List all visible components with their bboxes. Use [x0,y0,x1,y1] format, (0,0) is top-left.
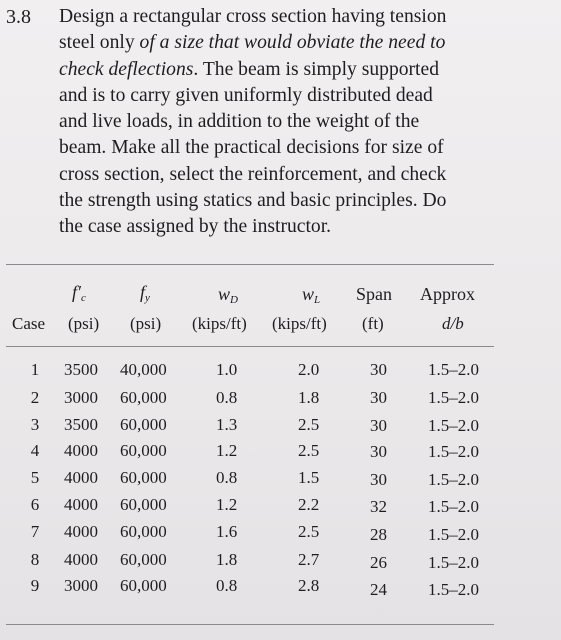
header-fy-unit: (psi) [130,314,162,333]
table-row [6,360,506,388]
cell-case: 6 [30,495,40,514]
table-row [6,550,506,578]
cell-fy: 60,000 [120,415,167,434]
cell-span: 30 [370,360,387,379]
cell-wd: 1.6 [216,522,238,541]
cell-fc: 3000 [64,576,98,595]
problem-line: cross section, select the reinforcement, and check [59,163,447,185]
cell-case: 8 [30,550,40,569]
cell-db: 1.5–2.0 [428,416,479,435]
cell-case: 9 [30,576,40,595]
cell-db: 1.5–2.0 [428,442,479,461]
header-wl-symbol: $w_L$ [302,284,321,306]
cell-fy: 60,000 [120,468,167,487]
cell-db: 1.5–2.0 [428,360,479,379]
table-row [6,495,506,523]
cell-wl: 2.5 [298,441,320,460]
cell-fy: 60,000 [120,495,167,514]
table-row [6,576,506,604]
cell-wl: 2.0 [298,360,320,379]
problem-statement [59,4,547,241]
table-row [6,468,506,496]
table-row [6,441,506,469]
cell-span: 30 [370,416,387,435]
cell-fc: 4000 [64,550,98,569]
cell-span: 28 [370,525,387,544]
cell-wd: 0.8 [216,388,238,407]
cell-fc: 4000 [64,522,98,541]
cell-wl: 2.8 [298,576,320,595]
header-fc-unit: (psi) [68,314,100,333]
table-row [6,415,506,443]
cell-fy: 60,000 [120,441,167,460]
cell-fy: 60,000 [120,576,167,595]
cell-case: 4 [30,441,40,460]
cell-span: 26 [370,553,387,572]
cell-db: 1.5–2.0 [428,580,479,599]
cell-wd: 1.2 [216,441,238,460]
problem-line: and live loads, in addition to the weight of the [59,111,420,133]
cell-wd: 0.8 [216,468,238,487]
cell-fy: 60,000 [120,388,167,407]
cell-wd: 1.2 [216,495,238,514]
header-wd-symbol: $w_D$ [218,284,238,306]
cell-case: 3 [30,415,40,434]
header-db-unit: d/b [442,314,464,333]
cell-wl: 2.5 [298,522,320,541]
cell-fc: 3000 [64,388,98,407]
problem-line: and is to carry given uniformly distributed dead [59,84,433,106]
problem-line: Design a rectangular cross section having tension [59,6,447,27]
cell-wd: 1.3 [216,415,238,434]
cell-db: 1.5–2.0 [428,388,479,407]
table-header-rule [6,346,494,347]
cell-case: 2 [30,388,40,407]
header-fc-symbol: $f'_c$ [72,282,86,304]
problem-line: the case assigned by the instructor. [59,216,332,238]
problem-line: beam. Make all the practical decisions for size of [59,137,444,159]
problem-line: the strength using statics and basic principles. Do [59,190,447,212]
table-bottom-rule [6,624,494,625]
header-case: Case [12,314,46,333]
cell-span: 24 [370,580,387,599]
cell-span: 32 [370,497,387,516]
table-row [6,522,506,550]
cell-wl: 1.5 [298,468,320,487]
cell-fy: 60,000 [120,550,167,569]
cell-span: 30 [370,388,387,407]
problem-line: steel only of a size that would obviate the need to [59,32,446,54]
header-approx-label: Approx [420,284,475,304]
header-wd-unit: (kips/ft) [192,314,247,333]
cell-wl: 2.2 [298,495,320,514]
cell-wl: 2.5 [298,415,320,434]
cell-fc: 3500 [64,360,98,379]
table-top-rule [6,264,494,265]
cell-wd: 0.8 [216,576,238,595]
cell-case: 1 [30,360,40,379]
cell-fy: 60,000 [120,522,167,541]
problem-line: check deflections. The beam is simply supported [59,58,439,80]
cell-fc: 4000 [64,495,98,514]
cell-wl: 1.8 [298,388,320,407]
table-row [6,388,506,416]
cell-db: 1.5–2.0 [428,497,479,516]
cell-fc: 4000 [64,441,98,460]
cell-case: 7 [30,522,40,541]
cell-db: 1.5–2.0 [428,525,479,544]
cell-wd: 1.8 [216,550,238,569]
header-fy-symbol: $f_y$ [140,282,150,304]
cell-fc: 4000 [64,468,98,487]
cell-db: 1.5–2.0 [428,470,479,489]
cell-db: 1.5–2.0 [428,553,479,572]
cell-span: 30 [370,470,387,489]
header-span-label: Span [356,284,392,304]
cell-fy: 40,000 [120,360,167,379]
cell-fc: 3500 [64,415,98,434]
problem-number: 3.8 [6,6,31,28]
cell-wl: 2.7 [298,550,320,569]
header-span-unit: (ft) [362,314,384,333]
cell-case: 5 [30,468,40,487]
header-wl-unit: (kips/ft) [272,314,327,333]
cell-wd: 1.0 [216,360,238,379]
cell-span: 30 [370,442,387,461]
